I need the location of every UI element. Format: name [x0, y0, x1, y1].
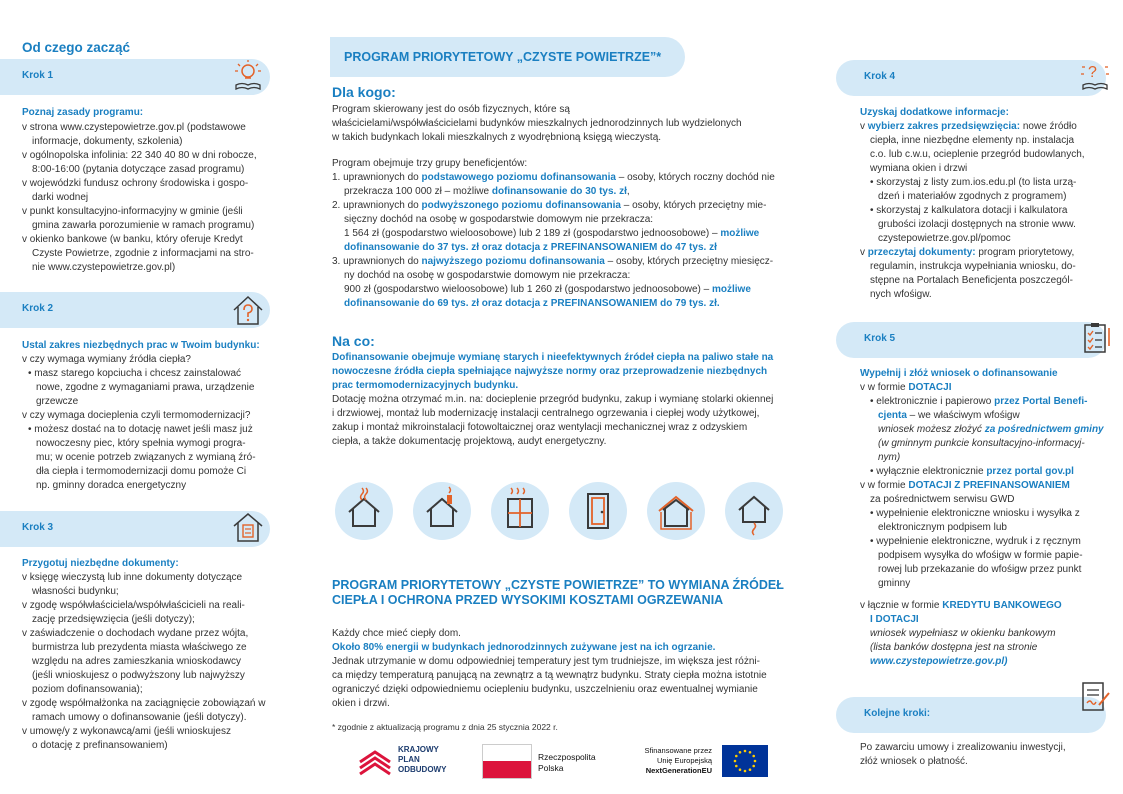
list-item — [860, 599, 1122, 613]
warm-home-text — [332, 627, 792, 711]
polish-flag-icon — [482, 744, 532, 779]
logo-line: Sfinansowane przez — [644, 746, 712, 755]
text: 900 zł (gospodarstwo wieloosobowe) lub 1 260 zł (gospodarstwo jednoosobowe) – — [344, 284, 712, 295]
house-question-icon — [230, 292, 266, 328]
text-line: ciepła, a także dokumentację projektową, audyt energetyczny. — [332, 436, 607, 447]
list-item: dła ciepła i termomodernizacji domu pomoże Ci — [36, 466, 247, 477]
list-item: za pośrednictwem serwisu GWD — [870, 494, 1015, 505]
list-item: zację przedsięwzięcia (jeśli dotyczy); — [32, 614, 195, 625]
highlight: dofinansowanie do 69 tys. zł oraz dotacja z PREFINANSOWANIEM do 79 tys. zł. — [344, 298, 720, 309]
text-line: prac termomodernizacyjnych budynku. — [332, 380, 519, 391]
text: wniosek możesz złożyć — [878, 424, 985, 435]
eu-text — [620, 746, 712, 776]
list-item: własności budynku; — [32, 586, 119, 597]
step-1-title: Poznaj zasady programu: — [22, 107, 144, 118]
step-2-title: Ustal zakres niezbędnych prac w Twoim budynku: — [22, 340, 260, 351]
list-item: • wypełnienie elektroniczne, wydruk i z ręcznym — [870, 536, 1081, 547]
step-4-label: Krok 4 — [864, 71, 896, 82]
group-2-line — [332, 241, 792, 255]
middle-column — [318, 0, 793, 794]
logo-line: KRAJOWY — [398, 745, 439, 754]
text: przekracza 100 000 zł – możliwe — [344, 186, 492, 197]
group-3-line — [332, 283, 792, 297]
step-2-label: Krok 2 — [22, 303, 54, 314]
group-2-line — [332, 227, 792, 241]
text-line: Program skierowany jest do osób fizycznych, które są — [332, 104, 570, 115]
spacer — [860, 591, 1122, 599]
highlight: dofinansowanie do 30 tys. zł — [491, 186, 627, 197]
list-item: gminny — [878, 578, 911, 589]
step-5-list — [860, 381, 1122, 669]
group-3-line — [332, 255, 792, 269]
list-item: v ogólnopolska infolinia: 22 340 40 80 w dni robocze, — [22, 150, 257, 161]
groups-block — [332, 157, 792, 311]
list-item: v strona www.czystepowietrze.gov.pl (podstawowe — [22, 122, 246, 133]
step-5-label: Krok 5 — [864, 333, 896, 344]
na-co-heading: Na co: — [332, 333, 375, 349]
list-item: • wypełnienie elektroniczne wniosku i wysyłka z — [870, 508, 1080, 519]
group-1-line — [332, 185, 792, 199]
text-line: ca między temperaturą panującą na zewnątrz a tą wewnątrz budynku. Straty ciepła można istotnie — [332, 670, 767, 681]
highlight: przez portal gov.pl — [986, 466, 1074, 477]
logo-line: Rzeczpospolita — [538, 752, 596, 762]
text-line: Około 80% energii w budynkach jednorodzinnych zużywane jest na ich ogrzanie. — [332, 642, 716, 653]
list-item: • skorzystaj z listy zum.ios.edu.pl (to lista urzą- — [870, 177, 1077, 188]
svg-text:?: ? — [1088, 64, 1097, 81]
intro-text — [332, 103, 792, 145]
text-line: okien i drzwi. — [332, 698, 390, 709]
program-banner — [330, 37, 685, 77]
text-line: Każdy chce mieć ciepły dom. — [332, 628, 461, 639]
text: v — [860, 247, 868, 258]
step-3-list — [22, 571, 267, 753]
text-line: Dotację można otrzymać m.in. na: docieplenie przegród budynku, zakup i wymianę stolarki okiennej — [332, 394, 774, 405]
list-item: nym) — [878, 452, 901, 463]
left-column — [0, 0, 290, 794]
text: • elektronicznie i papierowo — [870, 396, 995, 407]
question-book-icon — [1077, 58, 1113, 94]
footnote: * zgodnie z aktualizacją programu z dnia 25 stycznia 2022 r. — [332, 722, 558, 732]
house-heat-icon — [335, 482, 393, 540]
highlight: dofinansowanie do 37 tys. zł oraz dotacja z PREFINANSOWANIEM do 47 tys. zł — [344, 242, 717, 253]
text: v — [860, 121, 868, 132]
step-4-title: Uzyskaj dodatkowe informacje: — [860, 107, 1009, 118]
group-3-line — [332, 269, 792, 283]
list-item: grzewcze — [36, 396, 79, 407]
section-title: PROGRAM PRIORYTETOWY „CZYSTE POWIETRZE” TO WYMIANA ŹRÓDEŁ CIEPŁA I OCHRONA PRZED WYSOKIMI KOSZTAMI OGRZEWANIA — [332, 578, 784, 607]
list-item: o dotację z prefinansowaniem) — [32, 740, 168, 751]
text-line: złóż wniosek o płatność. — [860, 756, 968, 767]
checklist-icon — [1077, 320, 1113, 356]
list-item: mu; w ocenie potrzeb związanych z wymianą źró- — [36, 452, 256, 463]
list-item: (lista banków dostępna jest na stronie — [870, 642, 1038, 653]
group-2-line — [332, 213, 792, 227]
text: • wyłącznie elektronicznie — [870, 466, 987, 477]
list-item: • masz starego kopciucha i chcesz zainstalować — [28, 368, 242, 379]
na-co-text — [332, 351, 792, 449]
highlight: DOTACJI — [908, 382, 952, 393]
list-item: czystepowietrze.gov.pl/pomoc — [878, 233, 1011, 244]
list-item: (jeśli wnioskujesz o podwyższony lub najwyższy — [32, 670, 245, 681]
step-2-list — [22, 353, 267, 493]
group-1-line — [332, 171, 792, 185]
text-line: ograniczyć dzięki odpowiedniemu ociepleniu budynku, uszczelnieniu oraz ewentualnej wymianie — [332, 684, 758, 695]
step-3-title: Przygotuj niezbędne dokumenty: — [22, 558, 179, 569]
list-item: (w gminnym punkcie konsultacyjno-informacyj- — [878, 438, 1085, 449]
highlight: najwyższego poziomu dofinansowania — [421, 256, 605, 267]
kpo-text — [398, 745, 446, 775]
text: sięczny dochód na osobę w gospodarstwie domowym nie przekracza: — [344, 214, 654, 225]
list-item: • możesz dostać na to dotację nawet jeśli masz już — [28, 424, 253, 435]
window-icon — [491, 482, 549, 540]
list-item: v umowę/y z wykonawcą/ami (jeśli wnioskujesz — [22, 726, 231, 737]
program-title: PROGRAM PRIORYTETOWY „CZYSTE POWIETRZE”* — [344, 50, 662, 64]
house-ventilation-icon — [725, 482, 783, 540]
list-item: podpisem wysyłka do wfośigw w formie papie- — [878, 550, 1083, 561]
list-item — [860, 381, 1122, 395]
list-item: wymiana okien i drzwi — [870, 163, 968, 174]
highlight: DOTACJI Z PREFINANSOWANIEM — [908, 480, 1070, 491]
step-3-label: Krok 3 — [22, 522, 54, 533]
list-item: nych wfośigw. — [870, 289, 932, 300]
rp-text — [538, 752, 596, 774]
list-item: v czy wymaga wymiany źródła ciepła? — [22, 354, 191, 365]
step-4-list — [860, 120, 1120, 302]
list-item: np. gminny doradca energetyczny — [36, 480, 187, 491]
text: program priorytetowy, — [975, 247, 1075, 258]
dla-kogo-heading: Dla kogo: — [332, 84, 396, 100]
text-line: Program obejmuje trzy grupy beneficjentów: — [332, 158, 528, 169]
highlight: przez Portal Benefi- — [994, 396, 1088, 407]
list-item: v zgodę współmałżonka na zaciągnięcie zobowiązań w — [22, 698, 266, 709]
list-item: ramach umowy o dofinansowanie (jeśli dotyczy). — [32, 712, 247, 723]
list-item: nie www.czystepowietrze.gov.pl) — [32, 262, 176, 273]
text-line: Jednak utrzymanie w domu odpowiedniej temperatury jest tym trudniejsze, im większa jest różni- — [332, 656, 760, 667]
list-item: • skorzystaj z kalkulatora dotacji i kalkulatora — [870, 205, 1068, 216]
list-item: nowe, zgodne z wymaganiami prawa, urządzenie — [36, 382, 255, 393]
lightbulb-icon — [230, 58, 266, 94]
text: – osoby, których przeciętny mie- — [620, 200, 767, 211]
list-item: dzeń i materiałów zgodnych z programem) — [878, 191, 1067, 202]
highlight: wybierz zakres przedsięwzięcia: — [867, 121, 1021, 132]
list-item — [860, 479, 1122, 493]
list-item: darki wodnej — [32, 192, 89, 203]
list-item: v punkt konsultacyjno-informacyjny w gminie (jeśli — [22, 206, 243, 217]
text-line: nowoczesne źródła ciepła spełniające najwyższe normy oraz przeprowadzenie niezbędnych — [332, 366, 768, 377]
group-2-line — [332, 199, 792, 213]
next-steps-text — [860, 741, 1122, 769]
list-item: www.czystepowietrze.gov.pl) — [870, 656, 1008, 667]
step-5-title: Wypełnij i złóż wniosek o dofinansowanie — [860, 368, 1058, 379]
list-item — [860, 423, 1122, 437]
text: – we właściwym wfośigw — [906, 410, 1020, 421]
text-line: zakup i montaż mikroinstalacji fotowoltaicznej oraz wentylacji mechanicznej wraz z odzyskiem — [332, 422, 748, 433]
text-line: Po zawarciu umowy i zrealizowaniu inwestycji, — [860, 742, 1066, 753]
list-item: v czy wymaga docieplenia czyli termomodernizacji? — [22, 410, 251, 421]
house-document-icon — [230, 510, 266, 546]
list-item: elektronicznym podpisem lub — [878, 522, 1007, 533]
kpo-logo-icon — [358, 748, 392, 778]
document-sign-icon — [1077, 679, 1113, 715]
list-item — [860, 246, 1120, 260]
next-steps-bar — [836, 697, 1106, 733]
text: ny dochód na osobę w gospodarstwie domowym nie przekracza: — [344, 270, 631, 281]
list-item — [860, 465, 1122, 479]
door-icon — [569, 482, 627, 540]
highlight: KREDYTU BANKOWEGO — [942, 600, 1062, 611]
list-item: stępne na Portalach Beneficjenta poszczegól- — [870, 275, 1073, 286]
list-item: regulamin, instrukcja wypełniania wniosku, do- — [870, 261, 1076, 272]
list-item: v okienko bankowe (w banku, który oferuje Kredyt — [22, 234, 243, 245]
list-item: poziom dofinansowania); — [32, 684, 143, 695]
house-insulation-icon — [647, 482, 705, 540]
step-1-label: Krok 1 — [22, 70, 54, 81]
left-heading: Od czego zacząć — [22, 40, 131, 55]
list-item: rowej lub przekazanie do wfośigw przez punkt — [878, 564, 1082, 575]
text: , — [626, 186, 630, 197]
list-item: ciepła, inne niezbędne elementy np. instalacja — [870, 135, 1075, 146]
text: – osoby, których przeciętny miesięcz- — [604, 256, 774, 267]
list-item — [860, 120, 1120, 134]
list-item: I DOTACJI — [870, 614, 919, 625]
text: 2. uprawnionych do — [332, 200, 422, 211]
logo-line: NextGenerationEU — [645, 766, 712, 775]
list-item: v wojewódzki fundusz ochrony środowiska i gospo- — [22, 178, 249, 189]
next-steps-label: Kolejne kroki: — [864, 708, 931, 719]
text-line: w takich budynkach lokali mieszkalnych z wyodrębnioną księgą wieczystą. — [332, 132, 662, 143]
text: v w formie — [860, 382, 909, 393]
group-3-line — [332, 297, 792, 311]
text: nowe źródło — [1020, 121, 1077, 132]
logos-row — [358, 742, 788, 787]
text: 1 564 zł (gospodarstwo wieloosobowe) lub 2 189 zł (gospodarstwo jednoosobowe) – — [344, 228, 721, 239]
text: v łącznie w formie — [860, 600, 943, 611]
list-item: Czyste Powietrze, zgodnie z informacjami na stro- — [32, 248, 254, 259]
list-item: v zgodę współwłaściciela/współwłaścicieli na reali- — [22, 600, 245, 611]
text: 1. uprawnionych do — [332, 172, 422, 183]
text: – osoby, których roczny dochód nie — [615, 172, 775, 183]
house-chimney-icon — [413, 482, 471, 540]
text-line: i drzwiowej, montaż lub modernizację instalacji centralnego ogrzewania i ciepłej wody użytkowej, — [332, 408, 760, 419]
step-5-bar — [836, 322, 1106, 358]
step-1-list — [22, 121, 267, 275]
text: v w formie — [860, 480, 909, 491]
logo-line: Polska — [538, 763, 564, 773]
eu-flag-icon — [722, 745, 768, 777]
list-item: wniosek wypełniasz w okienku bankowym — [870, 628, 1056, 639]
list-item: gmina zawarła porozumienie w ramach programu) — [32, 220, 255, 231]
list-item: grubości izolacji dostępnych na stronie www. — [878, 219, 1076, 230]
step-4-bar — [836, 60, 1106, 96]
list-item: względu na adres zamieszkania wnioskodawcy — [32, 656, 241, 667]
list-item: 8:00-16:00 (pytania dotyczące zasad programu) — [32, 164, 245, 175]
text: 3. uprawnionych do — [332, 256, 422, 267]
list-item: informacje, dokumenty, szkolenia) — [32, 136, 183, 147]
list-item: burmistrza lub prezydenta miasta właściwego ze — [32, 642, 247, 653]
highlight: przeczytaj dokumenty: — [867, 247, 976, 258]
list-item — [860, 395, 1122, 409]
highlight: możliwe — [720, 228, 760, 239]
logo-line: Unię Europejską — [656, 756, 712, 765]
logo-line: ODBUDOWY — [398, 765, 447, 774]
list-item: v zaświadczenie o dochodach wydane przez wójta, — [22, 628, 249, 639]
highlight: możliwe — [712, 284, 751, 295]
highlight: za pośrednictwem gminy — [984, 424, 1104, 435]
list-item: v księgę wieczystą lub inne dokumenty dotyczące — [22, 572, 243, 583]
list-item: c.o. lub c.w.u, ocieplenie przegród budowlanych, — [870, 149, 1085, 160]
list-item — [860, 409, 1122, 423]
house-icons-row — [335, 482, 795, 542]
logo-line: PLAN — [398, 755, 420, 764]
list-item: nowoczesny piec, który spełnia wymogi progra- — [36, 438, 246, 449]
right-column — [832, 0, 1123, 794]
highlight: cjenta — [878, 410, 907, 421]
highlight: podstawowego poziomu dofinansowania — [421, 172, 616, 183]
text-line: właścicielami/współwłaścicielami budynków mieszkalnych jednorodzinnych lub wydzielonych — [332, 118, 742, 129]
highlight: podwyższonego poziomu dofinansowania — [421, 200, 621, 211]
text-line: Dofinansowanie obejmuje wymianę starych i nieefektywnych źródeł ciepła na paliwo stałe na — [332, 352, 774, 363]
